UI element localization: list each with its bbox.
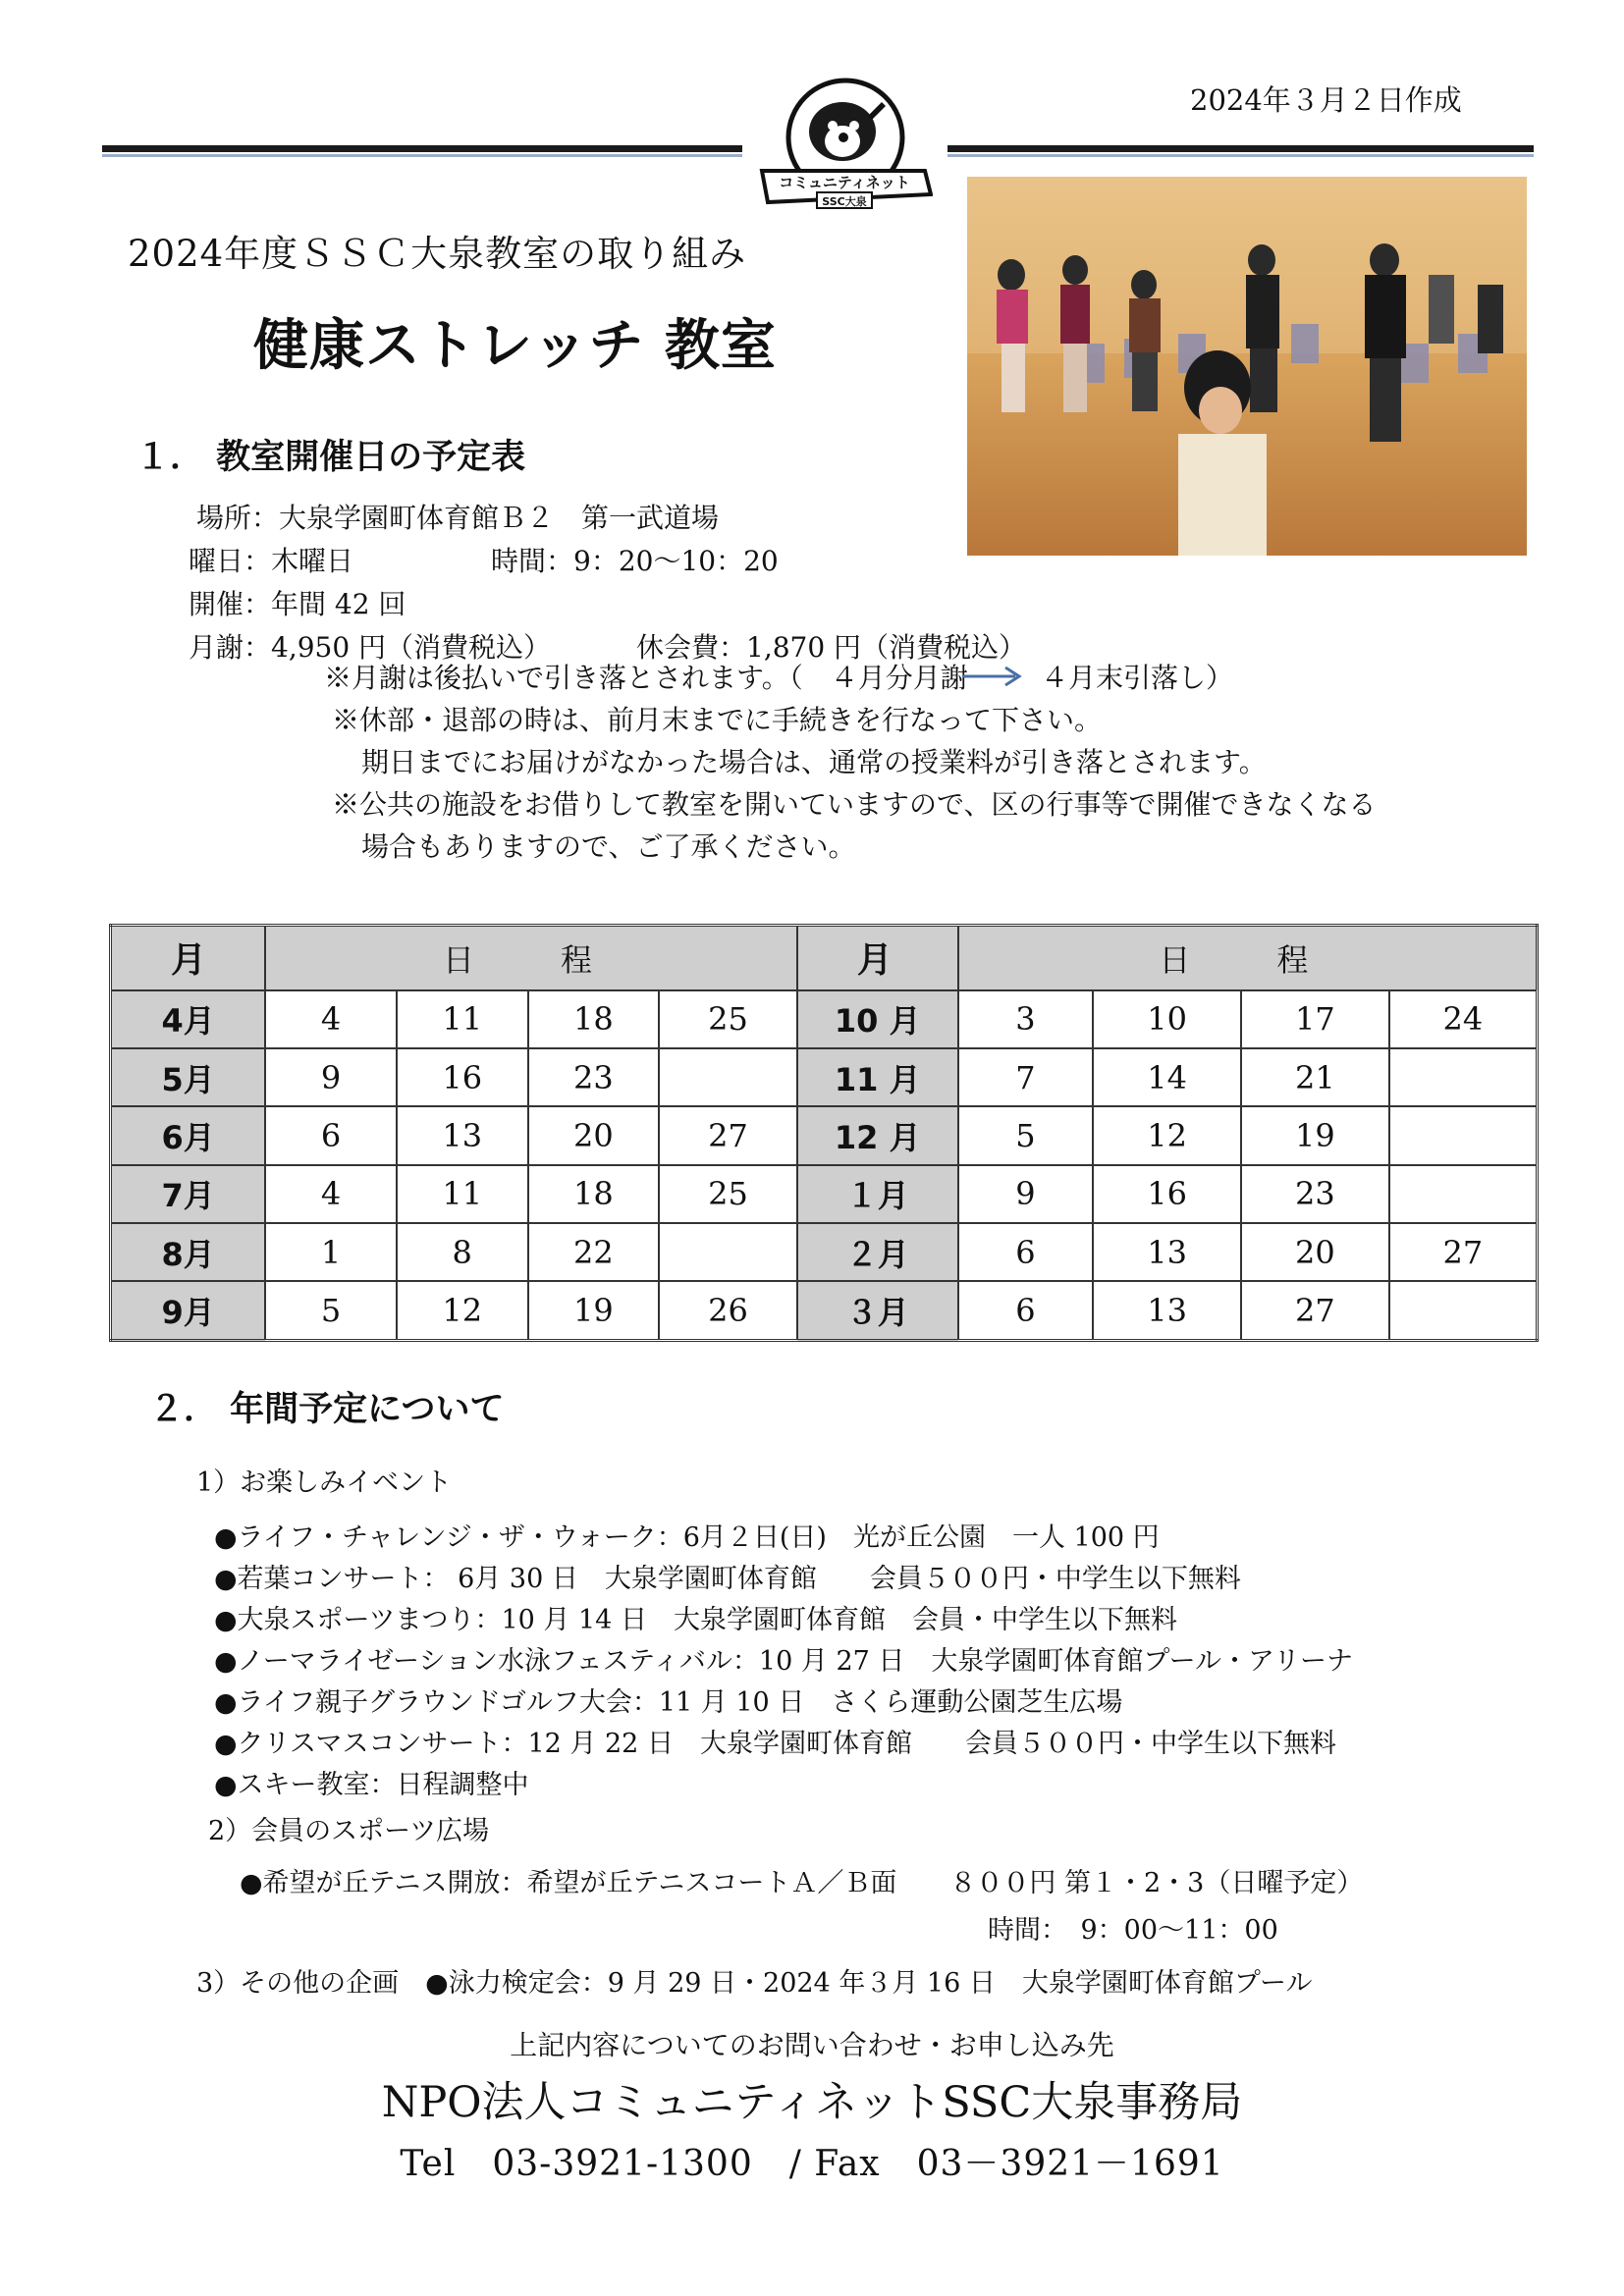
month-cell: 6月 [111, 1106, 266, 1164]
day-cell: 19 [1241, 1106, 1389, 1164]
withdraw-note: ※休部・退部の時は、前月末までに手続きを行なって下さい。 [332, 704, 1103, 736]
venue-text: 場所：大泉学園町体育館Ｂ２ 第一武道場 [196, 502, 720, 534]
day-cell: 19 [528, 1281, 660, 1340]
day-cell: 27 [659, 1106, 797, 1164]
event-item: ●ライフ・チャレンジ・ザ・ウォーク：6月２日(日) 光が丘公園 一人 100 円 [214, 1522, 1160, 1553]
header-rule-left [102, 145, 742, 152]
withdraw-note-2: 期日までにお届けがなかった場合は、通常の授業料が引き落とされます。 [361, 746, 1267, 778]
facility-note-2: 場合もありますので、ご了承ください。 [361, 830, 856, 863]
time-text: 時間：9：20〜10：20 [491, 545, 779, 577]
day-cell: 23 [528, 1048, 660, 1106]
header-rule-right [947, 145, 1534, 152]
month-header-right: 月 [797, 926, 958, 990]
day-cell: 27 [1389, 1223, 1538, 1281]
day-cell: 3 [958, 990, 1094, 1048]
table-row [111, 1048, 1538, 1106]
day-cell: 13 [397, 1106, 528, 1164]
arrow-right-icon [960, 664, 1023, 689]
svg-text:コミュニティネット: コミュニティネット [779, 174, 910, 191]
day-cell: 16 [1093, 1165, 1241, 1223]
event-item: ●大泉スポーツまつり：10 月 14 日 大泉学園町体育館 会員・中学生以下無料 [214, 1605, 1177, 1635]
day-cell [1389, 1106, 1538, 1164]
page-subtitle: 2024年度ＳＳＣ大泉教室の取り組み [128, 233, 747, 275]
date-header: 日 程 [265, 926, 797, 990]
facility-note: ※公共の施設をお借りして教室を開いていますので、区の行事等で開催できなくなる [332, 788, 1377, 821]
day-cell: 6 [958, 1223, 1094, 1281]
day-cell: 12 [397, 1281, 528, 1340]
day-cell [659, 1048, 797, 1106]
month-cell: 7月 [111, 1165, 266, 1223]
fee-text: 月謝：4,950 円（消費税込） [189, 631, 552, 664]
day-cell: 25 [659, 1165, 797, 1223]
day-cell [1389, 1048, 1538, 1106]
sports-subheading: 2）会員のスポーツ広場 [208, 1816, 490, 1846]
date-header-right: 日 程 [958, 926, 1538, 990]
day-cell: 7 [958, 1048, 1094, 1106]
month-cell: 10 月 [797, 990, 958, 1048]
day-cell: 13 [1093, 1223, 1241, 1281]
tennis-time: 時間： 9：00〜11：00 [988, 1915, 1278, 1946]
day-cell: 8 [397, 1223, 528, 1281]
organization-logo [758, 77, 933, 212]
tennis-item: ●希望が丘テニス開放：希望が丘テニスコートＡ／Ｂ面 ８００円 第１・2・3（日曜予定） [240, 1868, 1364, 1898]
day-cell: 5 [958, 1106, 1094, 1164]
month-cell: ３月 [797, 1281, 958, 1340]
month-cell: 4月 [111, 990, 266, 1048]
contact-phone-fax: Tel 03-3921-1300 / Fax 03－3921－1691 [400, 2144, 1224, 2184]
month-cell: 9月 [111, 1281, 266, 1340]
leave-fee-text: 休会費：1,870 円（消費税込） [636, 631, 1027, 664]
page-title: 健康ストレッチ 教室 [253, 314, 777, 378]
day-cell: 5 [265, 1281, 397, 1340]
table-row [111, 990, 1538, 1048]
day-cell: 17 [1241, 990, 1389, 1048]
day-cell: 4 [265, 1165, 397, 1223]
class-photo [967, 177, 1527, 556]
table-row [111, 1106, 1538, 1164]
table-row [111, 1165, 1538, 1223]
day-cell: 11 [397, 990, 528, 1048]
payment-note-tail: ４月末引落し） [1041, 662, 1234, 694]
day-cell: 26 [659, 1281, 797, 1340]
day-cell: 16 [397, 1048, 528, 1106]
day-text: 曜日：木曜日 [189, 545, 354, 577]
schedule-table [109, 924, 1539, 1342]
table-row [111, 1281, 1538, 1340]
day-cell: 10 [1093, 990, 1241, 1048]
payment-note: ※月謝は後払いで引き落とされます。（ ４月分月謝 [324, 662, 968, 694]
day-cell: 20 [1241, 1223, 1389, 1281]
month-cell: 8月 [111, 1223, 266, 1281]
day-cell: 9 [958, 1165, 1094, 1223]
day-cell: 24 [1389, 990, 1538, 1048]
day-cell: 18 [528, 1165, 660, 1223]
count-text: 開催：年間 42 回 [189, 588, 406, 620]
day-cell: 23 [1241, 1165, 1389, 1223]
day-cell: 27 [1241, 1281, 1389, 1340]
day-cell: 22 [528, 1223, 660, 1281]
day-cell [1389, 1281, 1538, 1340]
day-cell: 11 [397, 1165, 528, 1223]
day-cell: 1 [265, 1223, 397, 1281]
month-cell: 12 月 [797, 1106, 958, 1164]
table-header-row [111, 926, 1538, 990]
day-cell: 14 [1093, 1048, 1241, 1106]
svg-text:SSC大泉: SSC大泉 [822, 195, 867, 208]
event-item: ●ノーマライゼーション水泳フェスティバル：10 月 27 日 大泉学園町体育館プール・アリーナ [214, 1646, 1353, 1677]
day-cell: 21 [1241, 1048, 1389, 1106]
day-cell: 9 [265, 1048, 397, 1106]
event-item: ●若葉コンサート： 6月 30 日 大泉学園町体育館 会員５００円・中学生以下無料 [214, 1564, 1241, 1594]
month-cell: １月 [797, 1165, 958, 1223]
section2-heading: ２． 年間予定について [149, 1390, 505, 1429]
day-cell: 13 [1093, 1281, 1241, 1340]
creation-date: 2024年３月２日作成 [1190, 83, 1462, 117]
day-cell: 18 [528, 990, 660, 1048]
day-cell: 25 [659, 990, 797, 1048]
table-row [111, 1223, 1538, 1281]
month-cell: 11 月 [797, 1048, 958, 1106]
office-name: NPO法人コミュニティネットSSC大泉事務局 [381, 2078, 1243, 2127]
day-cell: 4 [265, 990, 397, 1048]
section1-heading: １． 教室開催日の予定表 [135, 438, 526, 477]
day-cell [1389, 1165, 1538, 1223]
day-cell: 6 [958, 1281, 1094, 1340]
events-subheading: 1）お楽しみイベント [196, 1468, 453, 1498]
other-plans: 3）その他の企画 ●泳力検定会：9 月 29 日・2024 年３月 16 日 大泉学園町体育館プール [196, 1968, 1313, 1999]
event-item: ●スキー教室：日程調整中 [214, 1770, 529, 1800]
month-cell: ２月 [797, 1223, 958, 1281]
month-cell: 5月 [111, 1048, 266, 1106]
day-cell [659, 1223, 797, 1281]
event-item: ●ライフ親子グラウンドゴルフ大会：11 月 10 日 さくら運動公園芝生広場 [214, 1687, 1123, 1718]
event-item: ●クリスマスコンサート：12 月 22 日 大泉学園町体育館 会員５００円・中学生以下無料 [214, 1729, 1336, 1759]
day-cell: 6 [265, 1106, 397, 1164]
contact-intro: 上記内容についてのお問い合わせ・お申し込み先 [510, 2029, 1114, 2061]
day-cell: 20 [528, 1106, 660, 1164]
day-cell: 12 [1093, 1106, 1241, 1164]
month-header: 月 [111, 926, 266, 990]
